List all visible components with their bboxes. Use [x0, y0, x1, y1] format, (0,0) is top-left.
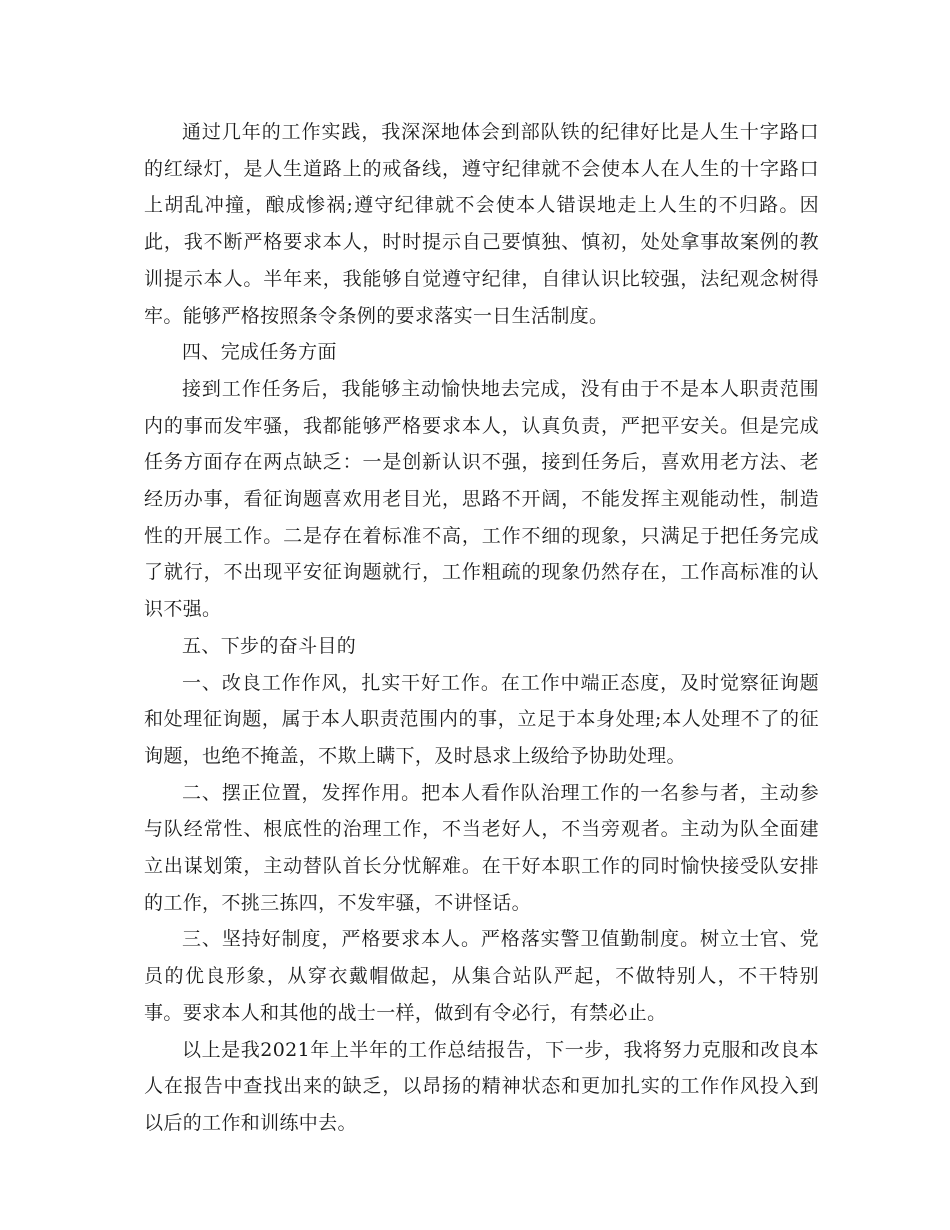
document-body	[144, 114, 819, 1142]
paragraph-goal-one: 一、改良工作作风，扎实干好工作。在工作中端正态度，及时觉察征询题和处理征询题，属于本人职责范围内的事，立足于本身处理;本人处理不了的征询题，也绝不掩盖，不欺上瞒下，及时恳求上级给予协助处理。	[144, 671, 819, 767]
paragraph-goal-two: 二、摆正位置，发挥作用。把本人看作队治理工作的一名参与者，主动参与队经常性、根底性的治理工作，不当老好人，不当旁观者。主动为队全面建立出谋划策，主动替队首长分忧解难。在干好本职工作的同时愉快接受队安排的工作，不挑三拣四，不发牢骚，不讲怪话。	[144, 781, 819, 914]
paragraph-task-completion: 接到工作任务后，我能够主动愉快地去完成，没有由于不是本人职责范围内的事而发牢骚，我都能够严格要求本人，认真负责，严把平安关。但是完成任务方面存在两点缺乏：一是创新认识不强，接到任务后，喜欢用老方法、老经历办事，看征询题喜欢用老目光，思路不开阔，不能发挥主观能动性，制造性的开展工作。二是存在着标准不高，工作不细的现象，只满足于把任务完成了就行，不出现平安征询题就行，工作粗疏的现象仍然存在，工作高标准的认识不强。	[144, 377, 819, 621]
paragraph-conclusion: 以上是我2021年上半年的工作总结报告，下一步，我将努力克服和改良本人在报告中查找出来的缺乏，以昂扬的精神状态和更加扎实的工作作风投入到以后的工作和训练中去。	[144, 1038, 819, 1134]
paragraph-discipline: 通过几年的工作实践，我深深地体会到部队铁的纪律好比是人生十字路口的红绿灯，是人生道路上的戒备线，遵守纪律就不会使本人在人生的十字路口上胡乱冲撞，酿成惨祸;遵守纪律就不会使本人错误地走上人生的不归路。因此，我不断严格要求本人，时时提示自己要慎独、慎初，处处拿事故案例的教训提示本人。半年来，我能够自觉遵守纪律，自律认识比较强，法纪观念树得牢。能够严格按照条令条例的要求落实一日生活制度。	[144, 121, 819, 327]
paragraph-goal-three: 三、坚持好制度，严格要求本人。严格落实警卫值勤制度。树立士官、党员的优良形象，从穿衣戴帽做起，从集合站队严起，不做特别人，不干特别事。要求本人和其他的战士一样，做到有令必行，有禁必止。	[144, 928, 819, 1024]
section-heading-task-completion: 四、完成任务方面	[182, 341, 337, 364]
section-heading-next-goals: 五、下步的奋斗目的	[182, 634, 357, 657]
